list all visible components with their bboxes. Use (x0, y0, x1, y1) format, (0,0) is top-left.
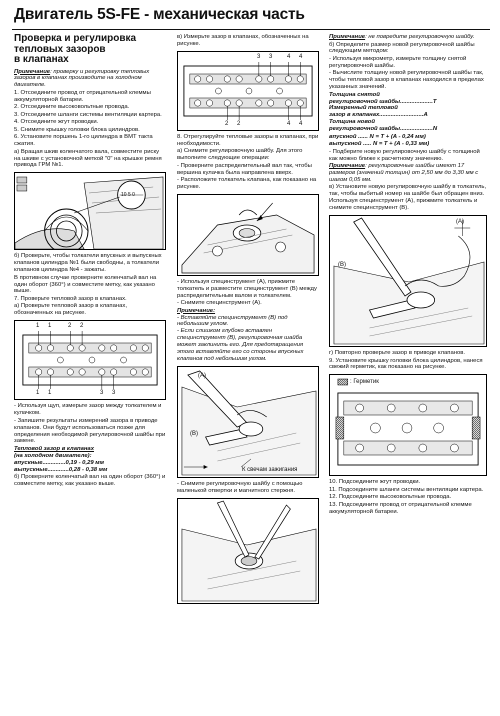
para-rotate-if-not: В противном случае проверните коленчатый вал на один оборот (360°) и совместите метку, как указано выше. (14, 274, 157, 295)
figure-special-tools (177, 366, 319, 478)
screwdriver-magnet-drawing (178, 499, 318, 603)
para-micrometer: - Используя микрометр, измерьте толщину снятой регулировочной шайбы. (329, 55, 467, 69)
step-7: 7. Проверьте тепловой зазор в клапанах. (14, 295, 127, 302)
figure-lifter-position (177, 194, 319, 276)
figure-crank-pulley (14, 172, 166, 250)
shim-legend: Толщина снятой регулировочной шайбы....................T Измеренный тепловой зазор в клапанах...........................A Толщина новой регулировочной шайбы....................N (329, 91, 438, 133)
step-12: 12. Подсоедините высоковольтные провода. (329, 494, 452, 501)
step-9: 9. Установите крышку головки блока цилиндров, нанеся свежий герметик, как показано на рисунке. (329, 357, 483, 371)
para-check-lifters: б) Проверьте, чтобы толкатели впускных и выпускных клапанов цилиндра №1 были свободны, а толкатели клапанов цилиндра №4 - зажаты. (14, 253, 162, 274)
figure-valves-cyl4: 3 3 4 4 2 2 4 4 (177, 51, 319, 131)
step-13: 13. Подсоедините провод от отрицательной клемме аккумуляторной батареи. (329, 501, 472, 515)
note-shim-sizes: Примечание: регулировочные шайбы имеют 17 размеров (значений толщин) от 2,50 мм до 3,30 мм с шагом 0,05 мм. (329, 163, 479, 183)
tool-b-label: (В) (190, 430, 198, 437)
step-6a: а) Вращая шкив коленчатого вала, совместите риску на шкиве с установочной меткой "0" на крышке ремня привода ГРМ №1. (14, 148, 162, 169)
step-6: 6. Установите поршень 1-го цилиндра в ВМТ такта сжатия. (14, 134, 153, 148)
note-tool-b: Примечание: - Вставляйте специнструмент (В) под небольшим углом. - Если слишком глубоко вставлен специнструмент (В), регулировочная шайба может заклинить его. Для предотвращения этого вставляйте его со стороны впускных клапанов под небольшим углом. (177, 307, 304, 362)
section-heading: Проверка и регулировка тепловых зазоров в клапанах (14, 34, 137, 65)
tool-b-label-2: (В) (338, 262, 346, 268)
step-5: 5. Снимите крышку головки блока цилиндров. (14, 126, 140, 133)
column-middle (177, 34, 319, 710)
formula-exhaust: выпускной ..... N = T + (A - 0,33 мм) (329, 141, 430, 148)
lifter-drawing (178, 195, 318, 275)
para-record-results: - Запишите результаты измерений зазора в приводе клапанов. Они будут использоваться позже для определения необходимой регулировочной шайбы при замене. (14, 417, 166, 445)
figure-sealant (329, 374, 487, 476)
crank-pulley-drawing (15, 173, 165, 249)
para-feeler-gauge: - Используя щуп, измерьте зазор между толкателем и кулачком. (14, 403, 162, 417)
para-remove-shim: - Снимите регулировочную шайбу с помощью маленькой отвертки и магнитного стержня. (177, 480, 303, 494)
sealant-drawing (330, 375, 486, 475)
note-shim-damage: Примечание: не повредите регулировочную шайбу. (329, 34, 475, 40)
step-10: 10. Подсоедините жгут проводки. (329, 479, 421, 486)
formula-intake: впускной ...... N = T + (A - 0,24 мм) (329, 133, 426, 140)
step-7a: а) Проверьте тепловой зазор в клапанах, обозначенных на рисунке. (14, 303, 128, 317)
para-pick-shim: - Подберите новую регулировочную шайбу с толщиной как можно ближе к расчетному значению. (329, 148, 480, 162)
note-cold-engine: Примечание: проверку и регулировку тепловых зазоров в клапанах производите на холодном двигателе. (14, 68, 150, 89)
cylinder-head-drawing (15, 321, 165, 399)
install-shim-drawing (330, 216, 486, 346)
step-8a: а) Снимите регулировочную шайбу. Для этого выполните следующие операции: (177, 148, 303, 162)
clearance-spec: Тепловой зазор в клапанах (на холодном двигателе): впускные..............0,19 - 0,29 мм выпускные.............0,28 - 0,38 мм (14, 445, 108, 473)
para-recheck: г) Повторно проверьте зазор в приводе клапанов. (329, 350, 466, 356)
step-8a-1: - Проверните распределительный вал так, чтобы вершина кулачка была направлена вверх. (177, 162, 312, 176)
timing-marks-label: 10 5 0 (121, 192, 135, 199)
step-3: 3. Отсоедините шланги системы вентиляции картера. (14, 111, 162, 118)
column-right (329, 34, 487, 710)
step-7b: в) Измерьте зазор в клапанах, обозначенных на рисунке. (177, 34, 309, 47)
special-tools-drawing (178, 367, 318, 477)
spark-plugs-label: К свечам зажигания (242, 466, 298, 473)
para-install-shim: в) Установите новую регулировочную шайбу в толкатель, так, чтобы выбитый номер на шайбе был обращен вниз. Используя специнструмент (А), прижмите толкатель и снимите специнструмент (В). (329, 184, 487, 212)
title-divider (12, 29, 490, 30)
tool-a-label-2: (А) (456, 219, 464, 225)
para-remove-tool-a: - Снимите специнструмент (А). (177, 300, 262, 307)
para-determine-shim: б) Определите размер новой регулировочной шайбы следующим методом: (329, 41, 475, 55)
step-8: 8. Отрегулируйте тепловые зазоры в клапанах, при необходимости. (177, 133, 319, 147)
page-title: Двигатель 5S-FE - механическая часть (14, 6, 305, 23)
column-left (14, 34, 166, 710)
cylinder-head-drawing-2 (178, 52, 318, 130)
para-rotate-crank: б) Проверните коленчатый вал на один оборот (360°) и совместите метку, как указано выше. (14, 474, 166, 488)
step-8a-2: - Расположите толкатель клапана, как показано на рисунке. (177, 177, 317, 190)
step-11: 11. Подсоедините шланги системы вентиляции картера. (329, 486, 484, 493)
figure-install-shim (329, 215, 487, 347)
para-calc-shim: - Вычислите толщину новой регулировочной шайбы так, чтобы тепловой зазор в клапанах находился в пределах указанных значений. (329, 70, 484, 91)
step-2: 2. Отсоедините высоковольтные провода. (14, 104, 130, 111)
tool-a-label: (А) (198, 372, 206, 379)
para-special-tool: - Используя специнструмент (А), прижмите толкатель и разместите специнструмент (В) между распределительным валом и толкателем. (177, 278, 317, 299)
step-1: 1. Отсоедините провод от отрицательной клеммы аккумуляторной батареи. (14, 89, 151, 103)
figure-remove-shim (177, 498, 319, 604)
step-4: 4. Отсоедините жгут проводки. (14, 119, 99, 126)
figure-valves-cyl1: 1 1 2 2 1 1 3 3 (14, 320, 166, 400)
sealant-legend: : Герметик (350, 379, 379, 386)
